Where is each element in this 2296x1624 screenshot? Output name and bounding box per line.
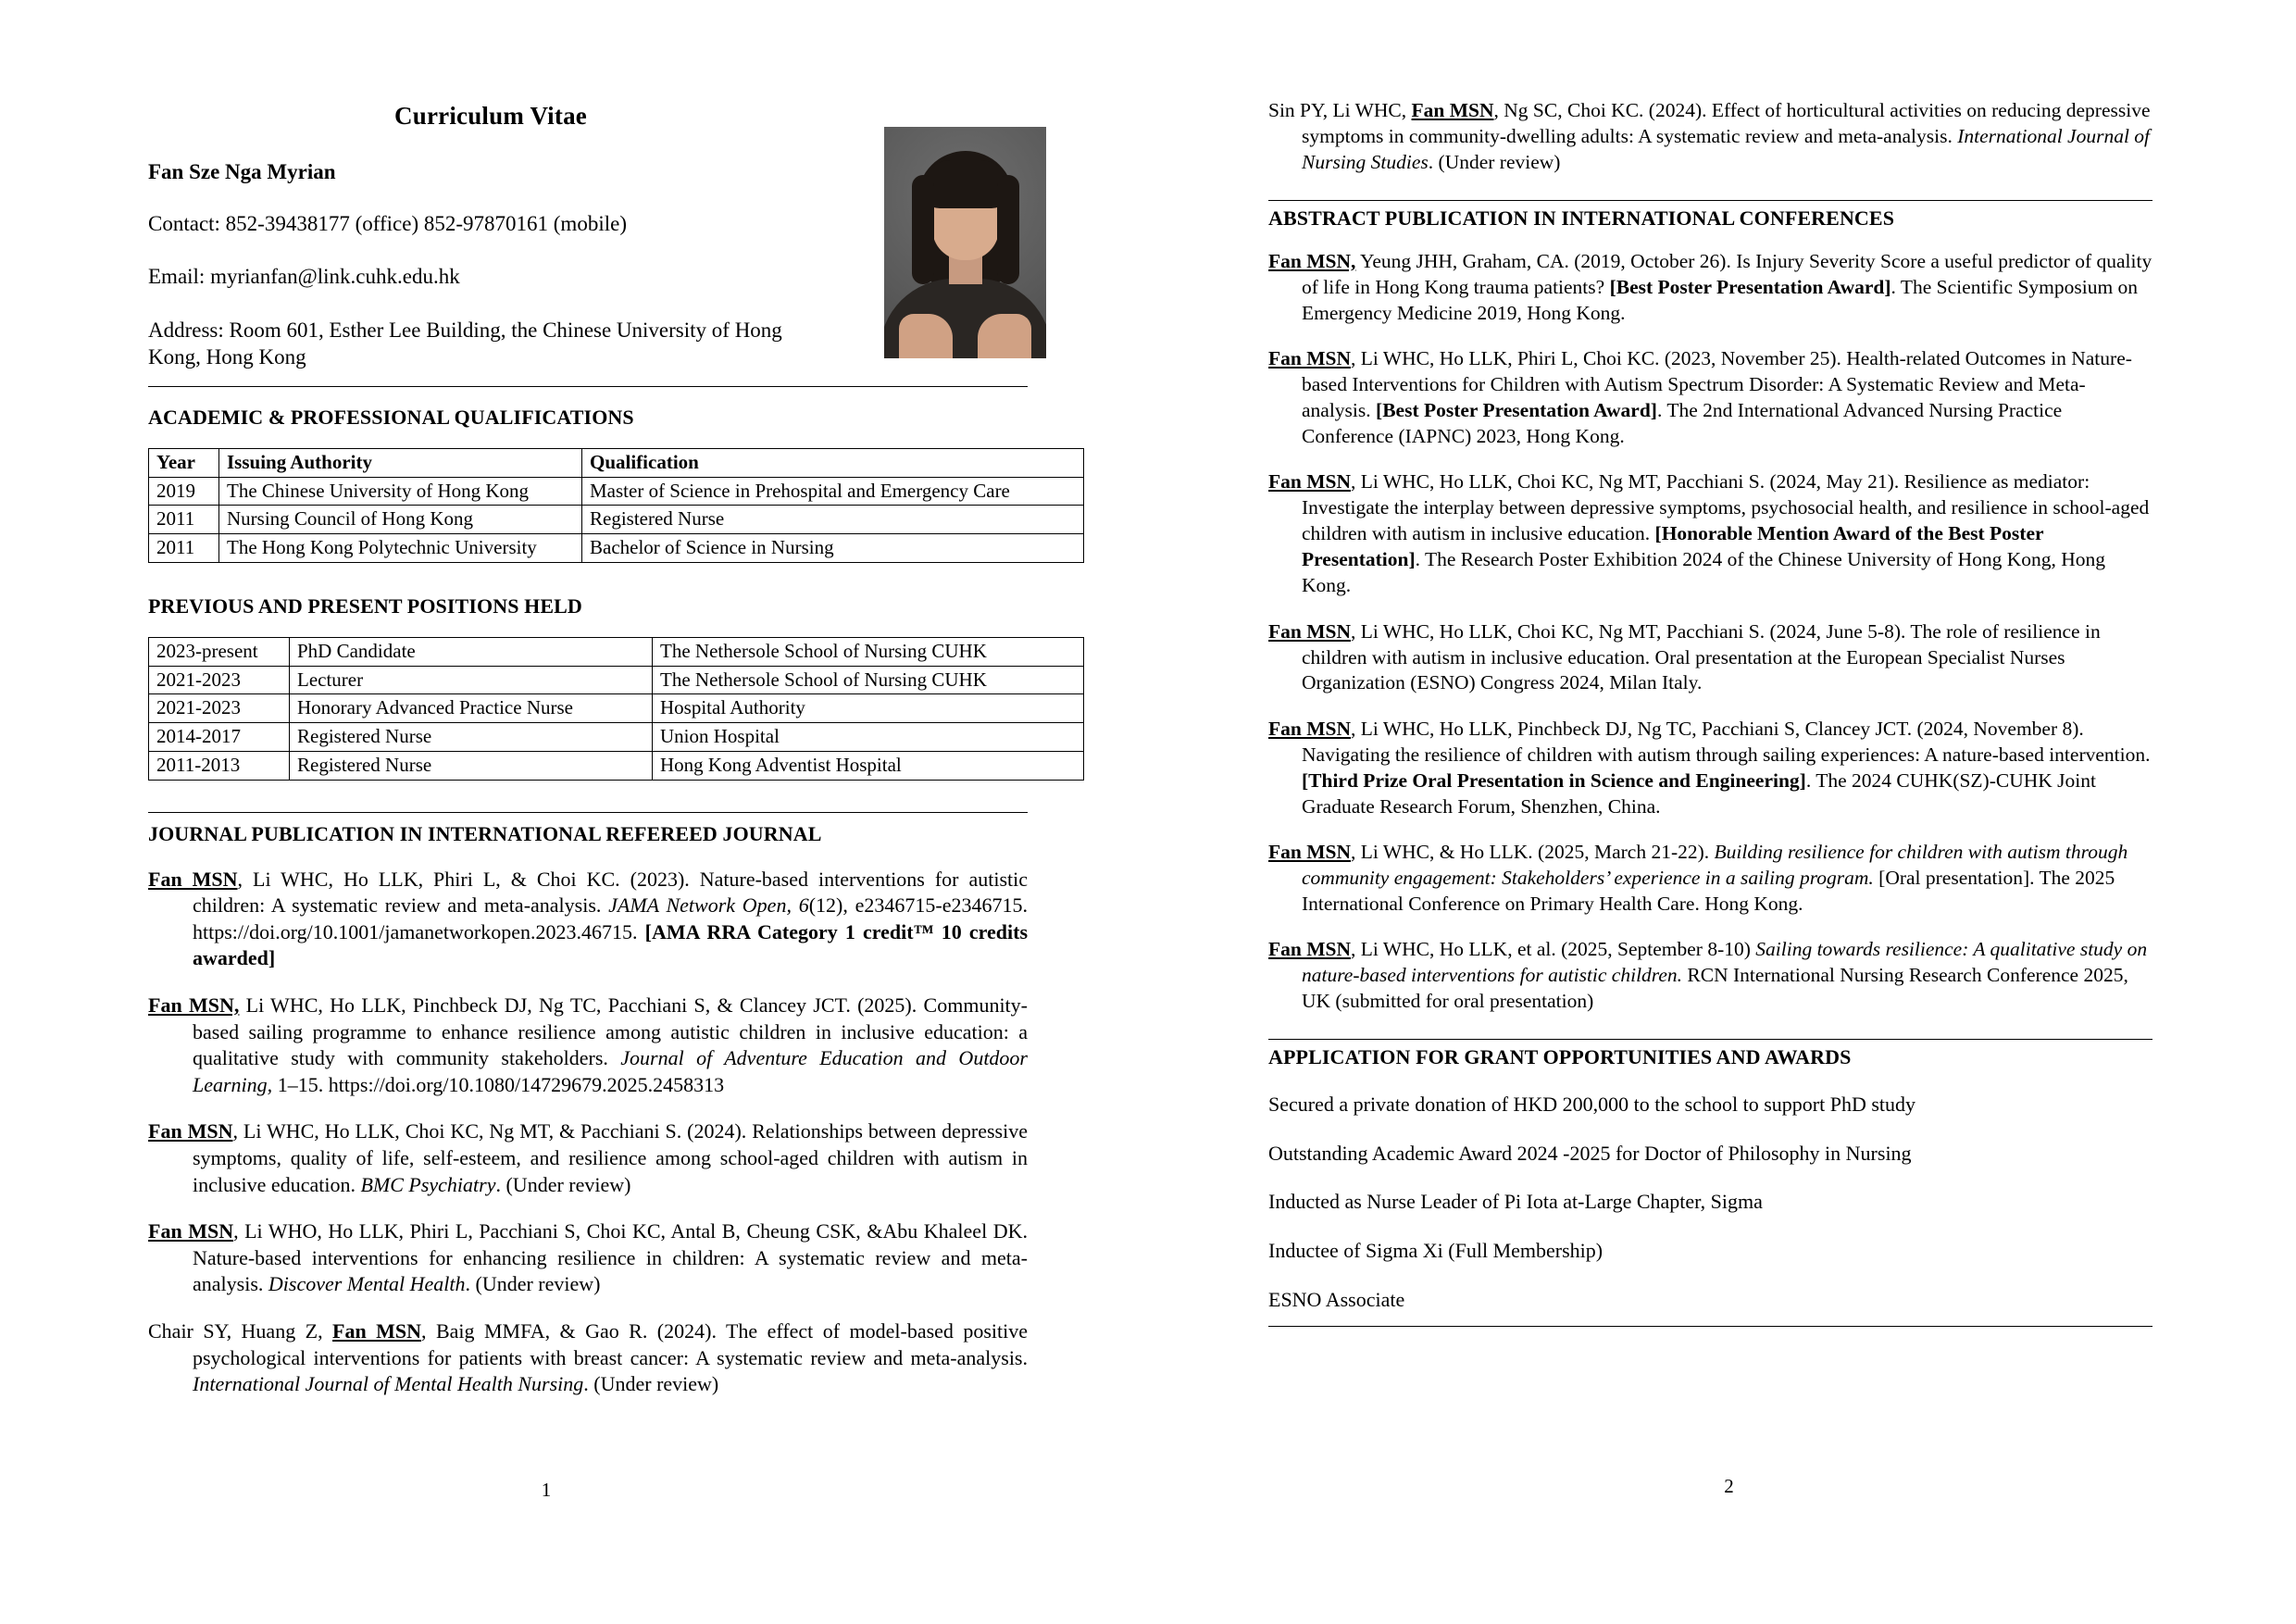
section-heading-qualifications: ACADEMIC & PROFESSIONAL QUALIFICATIONS	[148, 405, 634, 429]
cell-year: 2011	[149, 506, 219, 534]
contact-phone: Contact: 852-39438177 (office) 852-97870161 (mobile)	[148, 212, 627, 235]
table-row	[149, 534, 1084, 563]
contact-email: Email: myrianfan@link.cuhk.edu.hk	[148, 265, 460, 289]
citation-abstract-1: Fan MSN, Yeung JHH, Graham, CA. (2019, October 26). Is Injury Severity Score a useful predictor of quality of life in Hong Kong trauma patients? [Best Poster Presentation Award]. The Scientific Symposium on Emergency Medicine 2019, Hong Kong.	[1268, 249, 2152, 324]
table-row	[149, 694, 1084, 723]
grant-item: Inductee of Sigma Xi (Full Membership)	[1268, 1239, 1603, 1263]
table-row	[149, 477, 1084, 506]
grant-item: Secured a private donation of HKD 200,000 to the school to support PhD study	[1268, 1093, 1916, 1117]
author-highlight: Fan MSN	[332, 1318, 422, 1343]
author-highlight: Fan MSN	[1268, 717, 1351, 740]
citation-abstract-7: Fan MSN, Li WHC, Ho LLK, et al. (2025, September 8-10) Sailing towards resilience: A qualitative study on nature-based interventions for autistic children. RCN International Nursing Research Conference 2025, UK (submitted for oral presentation)	[1268, 938, 2148, 1013]
divider	[148, 812, 1028, 813]
table-header-row	[149, 448, 1084, 477]
cell-role: Registered Nurse	[290, 751, 653, 780]
citation-journal-2: Fan MSN, Li WHC, Ho LLK, Pinchbeck DJ, Ng TC, Pacchiani S, & Clancey JCT. (2025). Community-based sailing programme to enhance resilience among autistic children in inclusive education: a qualitative study with community stakeholders. Journal of Adventure Education and Outdoor Learning, 1–15. https://doi.org/10.1080/14729679.2025.2458313	[148, 993, 1028, 1096]
grant-item: ESNO Associate	[1268, 1287, 1405, 1311]
cell-period: 2023-present	[149, 637, 290, 666]
author-highlight: Fan MSN	[148, 1119, 233, 1143]
section-heading-abstracts: ABSTRACT PUBLICATION IN INTERNATIONAL CONFERENCES	[1268, 206, 1895, 230]
cell-qualification: Bachelor of Science in Nursing	[582, 534, 1084, 563]
table-row	[149, 506, 1084, 534]
table-row	[149, 666, 1084, 694]
section-heading-grants: APPLICATION FOR GRANT OPPORTUNITIES AND AWARDS	[1268, 1045, 1852, 1069]
cell-qualification: Registered Nurse	[582, 506, 1084, 534]
cell-institution: The Nethersole School of Nursing CUHK	[653, 637, 1084, 666]
cell-role: Registered Nurse	[290, 723, 653, 752]
col-header-authority: Issuing Authority	[219, 448, 582, 477]
cell-period: 2011-2013	[149, 751, 290, 780]
citation-abstract-5: Fan MSN, Li WHC, Ho LLK, Pinchbeck DJ, Ng TC, Pacchiani S, Clancey JCT. (2024, November 8). Navigating the resilience of children with autism through sailing experiences: A nature-based intervention. [Third Prize Oral Presentation in Science and Engineering]. The 2024 CUHK(SZ)-CUHK Joint Graduate Research Forum, Shenzhen, China.	[1268, 717, 2151, 818]
cell-institution: Union Hospital	[653, 723, 1084, 752]
cell-year: 2019	[149, 477, 219, 506]
cell-institution: Hong Kong Adventist Hospital	[653, 751, 1084, 780]
cell-authority: Nursing Council of Hong Kong	[219, 506, 582, 534]
table-row	[149, 637, 1084, 666]
page-2	[1148, 0, 2296, 1624]
citation-journal-5: Chair SY, Huang Z, Fan MSN, Baig MMFA, & Gao R. (2024). The effect of model-based positive psychological interventions for patients with breast cancer: A systematic review and meta-analysis. International Journal of Mental Health Nursing. (Under review)	[148, 1318, 1029, 1396]
divider	[148, 386, 1028, 387]
table-row	[149, 751, 1084, 780]
divider	[1268, 1326, 2152, 1327]
author-highlight: Fan MSN,	[148, 993, 240, 1018]
citation-abstract-6: Fan MSN, Li WHC, & Ho LLK. (2025, March 21-22). Building resilience for children with autism through community engagement: Stakeholders’ experience in a sailing program. [Oral presentation]. The 2025 International Conference on Primary Health Care. Hong Kong.	[1268, 841, 2128, 915]
table-row	[149, 723, 1084, 752]
citation-abstract-3: Fan MSN, Li WHC, Ho LLK, Choi KC, Ng MT, Pacchiani S. (2024, May 21). Resilience as mediator: Investigate the interplay between depressive symptoms, psychosocial health, and resilience in school-aged children with autism in inclusive education. [Honorable Mention Award of the Best Poster Presentation]. The Research Poster Exhibition 2024 of the Chinese University of Hong Kong, Hong Kong.	[1268, 470, 2150, 597]
cell-qualification: Master of Science in Prehospital and Emergency Care	[582, 477, 1084, 506]
author-highlight: Fan MSN	[1411, 99, 1494, 121]
citation-abstract-2: Fan MSN, Li WHC, Ho LLK, Phiri L, Choi KC. (2023, November 25). Health-related Outcomes in Nature-based Interventions for Children with Autism Spectrum Disorder: A Systematic Review and Meta-analysis. [Best Poster Presentation Award]. The 2nd International Advanced Nursing Practice Conference (IAPNC) 2023, Hong Kong.	[1268, 347, 2132, 447]
cell-period: 2021-2023	[149, 694, 290, 723]
contact-address: Address: Room 601, Esther Lee Building, the Chinese University of Hong Kong, Hong Kong	[148, 318, 782, 369]
grant-item: Inducted as Nurse Leader of Pi Iota at-Large Chapter, Sigma	[1268, 1190, 1763, 1214]
citation-journal-3: Fan MSN, Li WHC, Ho LLK, Choi KC, Ng MT, & Pacchiani S. (2024). Relationships between depressive symptoms, quality of life, self-esteem, and resilience among school-aged children with autism in inclusive education. BMC Psychiatry. (Under review)	[148, 1119, 1028, 1196]
divider	[1268, 1039, 2152, 1040]
cell-year: 2011	[149, 534, 219, 563]
qualifications-table	[148, 448, 1084, 563]
author-highlight: Fan MSN	[1268, 347, 1351, 370]
author-highlight: Fan MSN	[148, 1219, 234, 1243]
cell-period: 2021-2023	[149, 666, 290, 694]
section-heading-journal: JOURNAL PUBLICATION IN INTERNATIONAL REFEREED JOURNAL	[148, 821, 822, 845]
section-heading-positions: PREVIOUS AND PRESENT POSITIONS HELD	[148, 593, 582, 618]
portrait-photo	[884, 127, 1046, 358]
cell-authority: The Hong Kong Polytechnic University	[219, 534, 582, 563]
col-header-qualification: Qualification	[582, 448, 1084, 477]
author-highlight: Fan MSN	[1268, 841, 1351, 864]
author-highlight: Fan MSN	[1268, 938, 1351, 961]
cell-authority: The Chinese University of Hong Kong	[219, 477, 582, 506]
citation-abstract-4: Fan MSN, Li WHC, Ho LLK, Choi KC, Ng MT, Pacchiani S. (2024, June 5-8). The role of resilience in children with autism in inclusive education. Oral presentation at the European Specialist Nurses Organization (ESNO) Congress 2024, Milan Italy.	[1268, 619, 2101, 694]
cell-institution: Hospital Authority	[653, 694, 1084, 723]
col-header-year: Year	[149, 448, 219, 477]
grant-item: Outstanding Academic Award 2024 -2025 for Doctor of Philosophy in Nursing	[1268, 1141, 1912, 1165]
person-name: Fan Sze Nga Myrian	[148, 160, 336, 183]
citation-journal-1: Fan MSN, Li WHC, Ho LLK, Phiri L, & Choi KC. (2023). Nature-based interventions for autistic children: A systematic review and meta-analysis. JAMA Network Open, 6(12), e2346715-e2346715. https://doi.org/10.1001/jamanetworkopen.2023.46715. [AMA RRA Category 1 credit™ 10 credits awarded]	[148, 867, 1029, 970]
author-highlight: Fan MSN	[1268, 470, 1351, 493]
author-highlight: Fan MSN	[1268, 619, 1351, 643]
page-number-2: 2	[1724, 1475, 1734, 1497]
cell-role: Lecturer	[290, 666, 653, 694]
author-highlight: Fan MSN,	[1268, 249, 1356, 272]
cell-period: 2014-2017	[149, 723, 290, 752]
cell-role: Honorary Advanced Practice Nurse	[290, 694, 653, 723]
divider	[1268, 200, 2152, 201]
positions-table	[148, 637, 1084, 781]
cell-institution: The Nethersole School of Nursing CUHK	[653, 666, 1084, 694]
cell-role: PhD Candidate	[290, 637, 653, 666]
page-number-1: 1	[541, 1479, 552, 1501]
citation-journal-4: Fan MSN, Li WHO, Ho LLK, Phiri L, Pacchiani S, Choi KC, Antal B, Cheung CSK, &Abu Khaleel DK. Nature-based interventions for enhancing resilience in children: A systematic review and meta-analysis. Discover Mental Health. (Under review)	[148, 1219, 1028, 1296]
author-highlight: Fan MSN	[148, 867, 238, 891]
page-title: Curriculum Vitae	[394, 102, 587, 130]
citation-journal-continued: Sin PY, Li WHC, Fan MSN, Ng SC, Choi KC. (2024). Effect of horticultural activities on reducing depressive symptoms in community-dwelling adults: A systematic review and meta-analysis. International Journal of Nursing Studies. (Under review)	[1268, 99, 2151, 173]
